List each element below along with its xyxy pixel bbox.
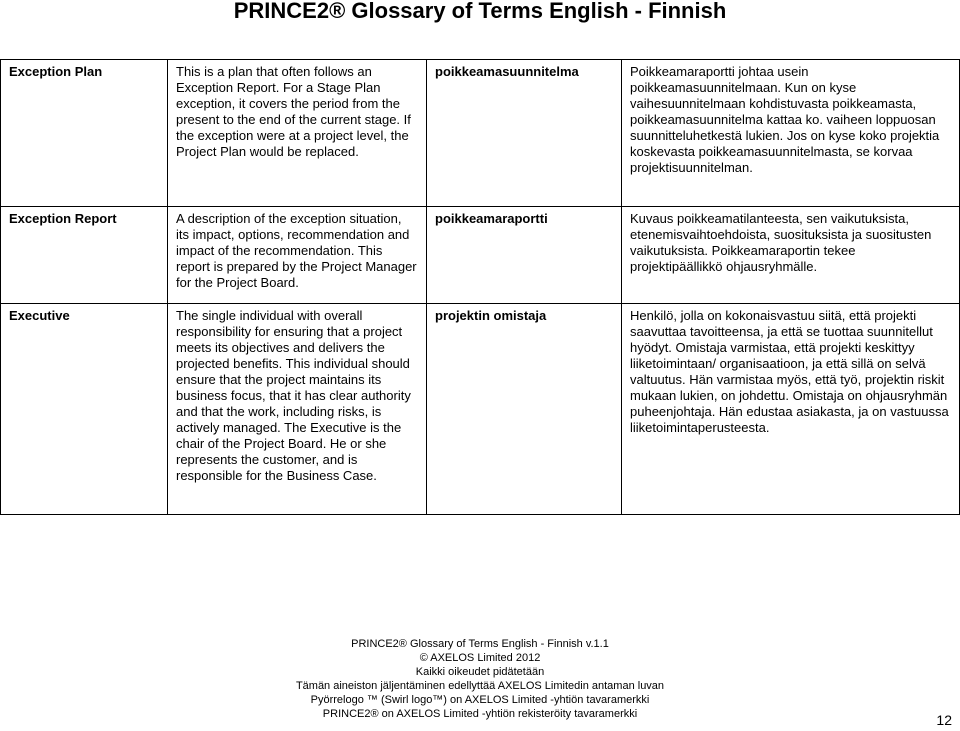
page-number: 12 bbox=[936, 712, 952, 728]
term-finnish: projektin omistaja bbox=[427, 304, 622, 515]
definition-english: This is a plan that often follows an Exception Report. For a Stage Plan exception, it covers the period from the present to the end of the current stage. If the exception were at a project level, the Project Plan would be replaced. bbox=[168, 60, 427, 207]
footer-document-version: PRINCE2® Glossary of Terms English - Finnish v.1.1 bbox=[351, 638, 609, 650]
definition-english: The single individual with overall responsibility for ensuring that a project meets its objectives and delivers the projected benefits. This individual should ensure that the project maintains its business focus, that it has clear authority and that the work, including risks, is actively managed. The Executive is the chair of the Project Board. He or she represents the customer, and is responsible for the Business Case. bbox=[168, 304, 427, 515]
table-row bbox=[1, 207, 960, 304]
term-english: Exception Report bbox=[1, 207, 168, 304]
definition-finnish: Henkilö, jolla on kokonaisvastuu siitä, että projekti saavuttaa tavoitteensa, ja että se tuottaa suunnitellut hyödyt. Omistaja varmistaa, että projekti keskittyy liiketoimintaan/ organisaatioon, ja että sillä on selvä valtuutus. Hän varmistaa myös, että työ, projektin riskit mukaan lukien, on johdettu. Omistaja on ohjausryhmän puheenjohtaja. Hän edustaa asiakasta, ja on vastuussa liiketoimintaperusteesta. bbox=[622, 304, 960, 515]
definition-finnish: Poikkeamaraportti johtaa usein poikkeamasuunnitelmaan. Kun on kyse vaihesuunnitelmaan kohdistuvasta poikkeamasta, poikkeamasuunnitelma kattaa ko. vaiheen loppuosan suunnitteluhetkestä lukien. Jos on kyse koko projektia koskevasta poikkeamasuunnitelmasta, se korvaa projektisuunnitelman. bbox=[622, 60, 960, 207]
table-row bbox=[1, 60, 960, 207]
page-title: PRINCE2® Glossary of Terms English - Finnish bbox=[233, 0, 727, 23]
table-row bbox=[1, 304, 960, 515]
definition-finnish: Kuvaus poikkeamatilanteesta, sen vaikutuksista, etenemisvaihtoehdoista, suosituksista ja suositusten vaikutuksista. Poikkeamaraportin tekee projektipäällikkö ohjausryhmälle. bbox=[622, 207, 960, 304]
footer-swirl-trademark: Pyörrelogo ™ (Swirl logo™) on AXELOS Limited -yhtiön tavaramerkki bbox=[310, 694, 650, 706]
definition-english: A description of the exception situation, its impact, options, recommendation and impact of the recommendation. This report is prepared by the Project Manager for the Project Board. bbox=[168, 207, 427, 304]
footer-rights: Kaikki oikeudet pidätetään bbox=[415, 666, 545, 678]
footer-prince2-trademark: PRINCE2® on AXELOS Limited -yhtiön rekisteröity tavaramerkki bbox=[322, 708, 638, 720]
footer-copyright: © AXELOS Limited 2012 bbox=[419, 652, 541, 664]
term-finnish: poikkeamasuunnitelma bbox=[427, 60, 622, 207]
term-finnish: poikkeamaraportti bbox=[427, 207, 622, 304]
term-english: Exception Plan bbox=[1, 60, 168, 207]
glossary-table bbox=[0, 59, 960, 515]
footer-reproduction-notice: Tämän aineiston jäljentäminen edellyttää AXELOS Limitedin antaman luvan bbox=[295, 680, 665, 692]
term-english: Executive bbox=[1, 304, 168, 515]
page-footer bbox=[0, 637, 960, 721]
